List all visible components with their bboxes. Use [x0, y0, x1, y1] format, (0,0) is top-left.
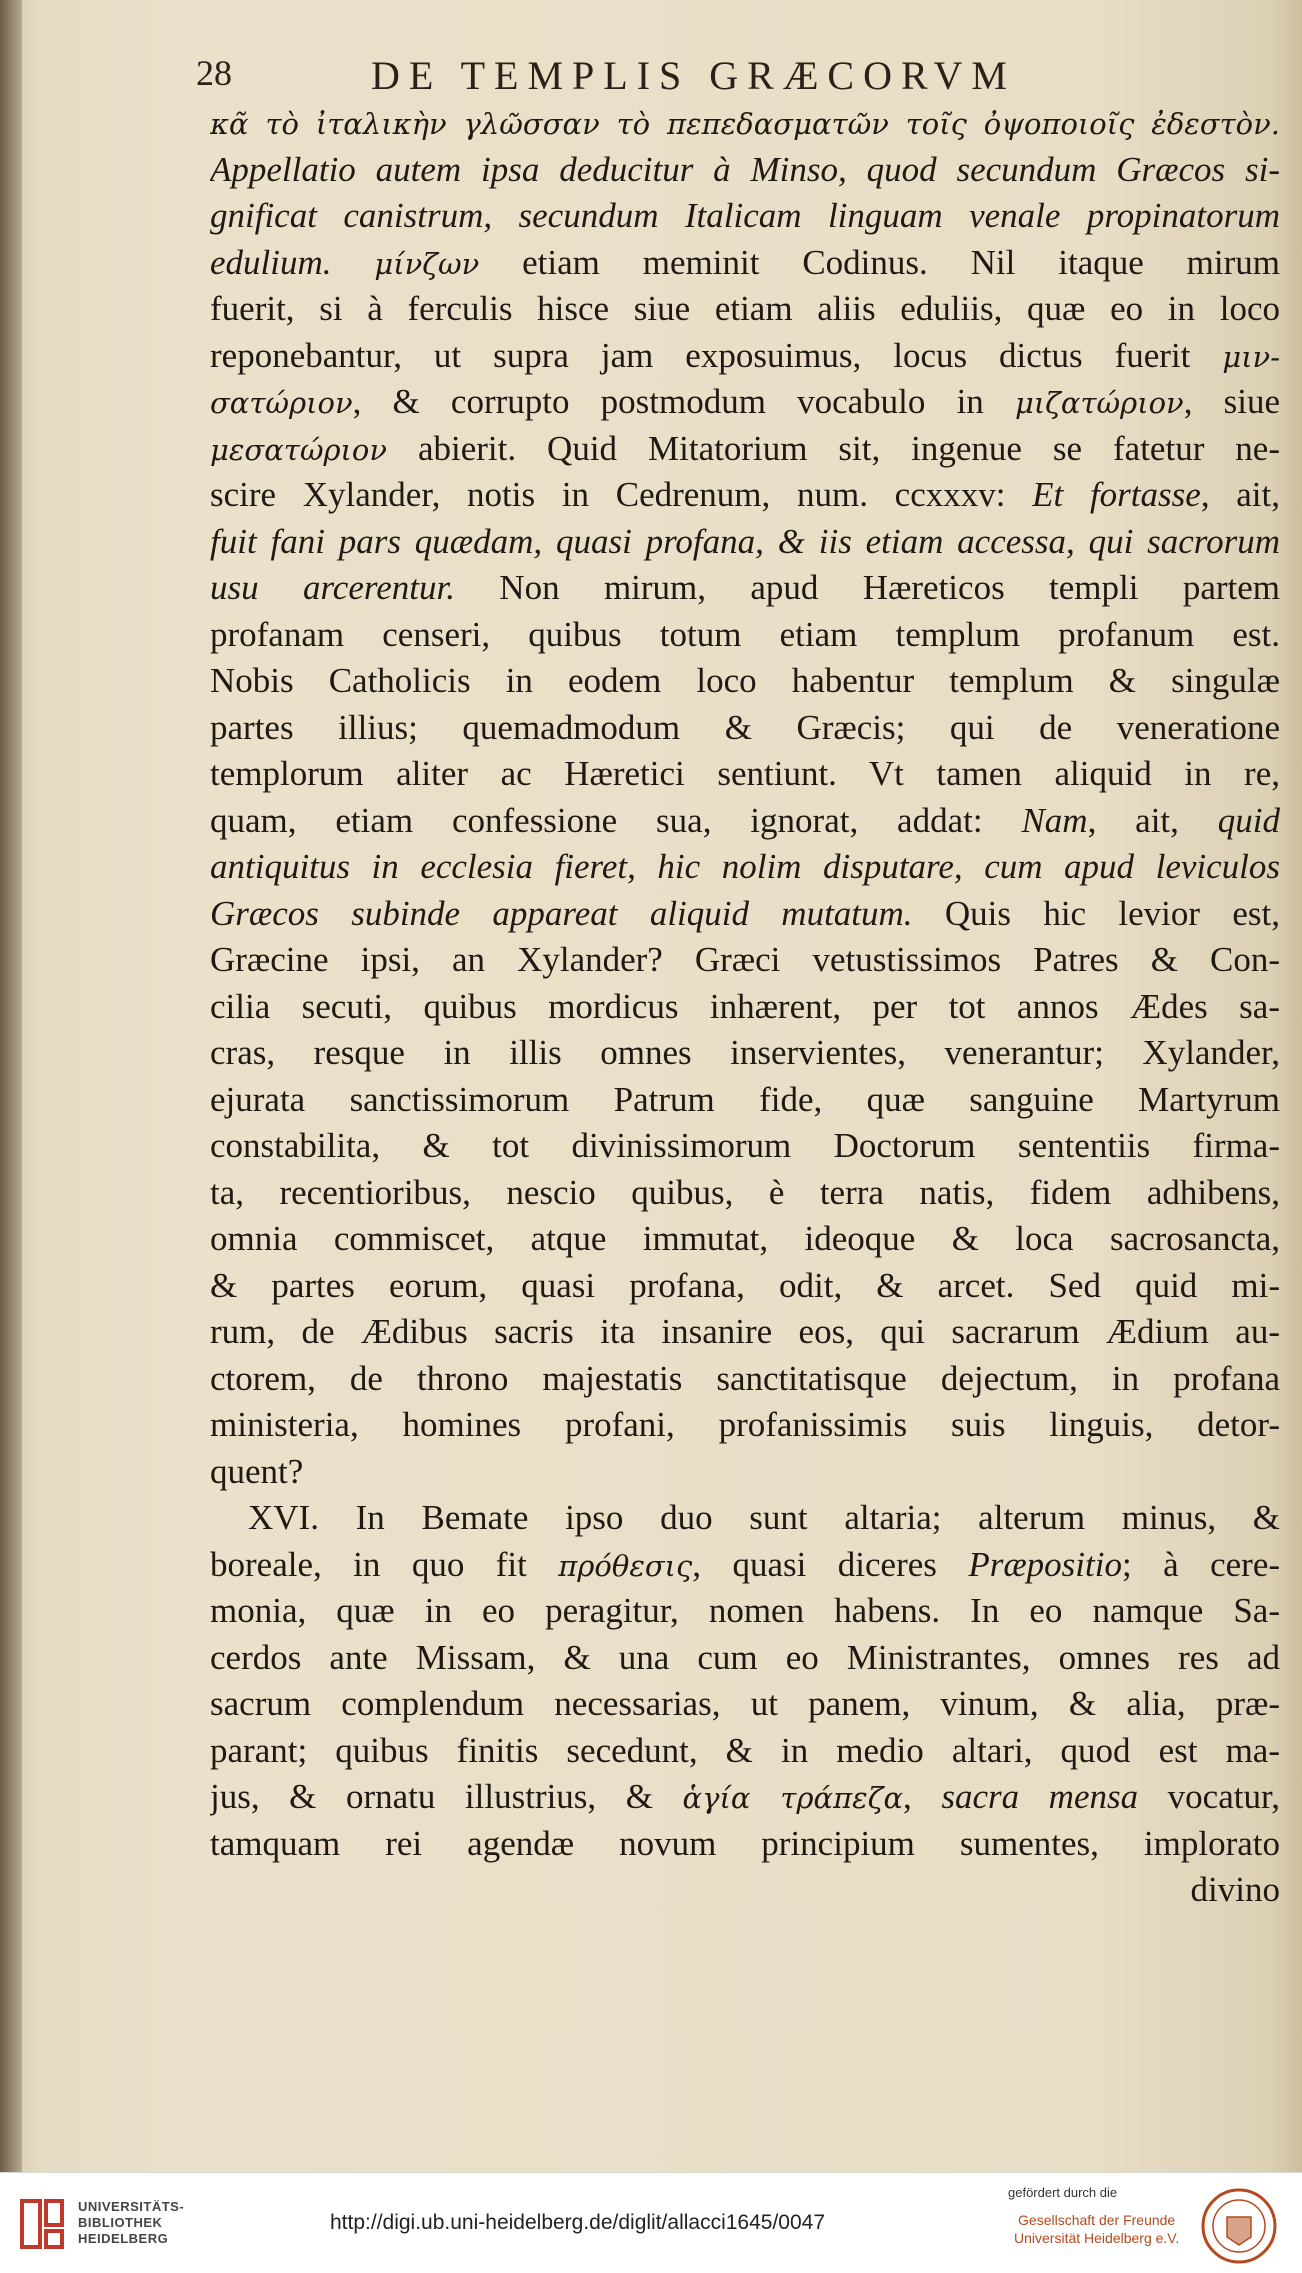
library-name-line1: UNIVERSITÄTS- [78, 2199, 185, 2214]
roman-text: , [903, 1777, 942, 1816]
page-header [196, 52, 1276, 104]
roman-text: constabilita, & tot divinissimorum Doctorum sententiis firma- [210, 1126, 1280, 1165]
roman-text: tamquam rei agendæ novum principium sumentes, implorato [210, 1823, 1280, 1863]
body-text [210, 100, 1280, 1914]
italic-text: antiquitus in ecclesia fieret, hic nolim disputare, cum apud leviculos [210, 847, 1280, 886]
italic-text: Et fortasse [1032, 475, 1201, 514]
text-line [210, 193, 1280, 240]
running-title: DE TEMPLIS GRÆCORVM [371, 53, 1016, 98]
roman-text: reponebantur, ut supra jam exposuimus, locus dictus fuerit [210, 335, 1223, 375]
roman-text: Græcine ipsi, an Xylander? Græci vetustissimos Patres & Con- [210, 940, 1280, 979]
funded-by-label: gefördert durch die [1008, 2185, 1118, 2200]
text-line [210, 379, 1280, 426]
roman-text: jus, & ornatu illustrius, & [210, 1777, 683, 1816]
italic-text: sacra mensa [941, 1777, 1139, 1816]
roman-text: , & corrupto postmodum vocabulo in [352, 382, 1015, 421]
text-line [210, 798, 1280, 845]
greek-text: πρόθεσις [558, 1548, 693, 1583]
roman-text: vocatur, [1138, 1777, 1280, 1816]
roman-text: , siue [1183, 382, 1280, 421]
greek-text: κᾶ τὸ ἰταλικὴν γλῶσσαν τὸ πεπεδασματῶν τοῖς ὀψοποιοῖς ἐδεστὸν. [210, 107, 1280, 141]
text-line [210, 1821, 1280, 1868]
roman-text: & partes eorum, quasi profana, odit, & arcet. Sed quid mi- [210, 1265, 1280, 1305]
text-line [210, 426, 1280, 473]
text-line [210, 1263, 1280, 1310]
text-line [210, 1542, 1280, 1589]
text-line [210, 1588, 1280, 1635]
text-line [210, 1728, 1280, 1775]
text-line [210, 751, 1280, 798]
text-line [210, 472, 1280, 519]
roman-text: sacrum complendum necessarias, ut panem, vinum, & alia, præ- [210, 1684, 1280, 1723]
text-line [210, 333, 1280, 380]
roman-text: fuerit, si à ferculis hisce siue etiam aliis eduliis, quæ eo in loco [210, 289, 1280, 328]
roman-text: monia, quæ in eo peragitur, nomen habens. In eo namque Sa- [210, 1591, 1280, 1630]
roman-text: ta, recentioribus, nescio quibus, è terra natis, fidem adhibens, [210, 1172, 1280, 1212]
roman-text: ; à cere- [1121, 1544, 1280, 1584]
roman-text: , quasi diceres [692, 1544, 969, 1584]
italic-text: Græcos subinde appareat aliquid mutatum. [210, 893, 913, 933]
roman-text: templorum aliter ac Hæretici sentiunt. Vt tamen aliquid in re, [210, 754, 1280, 793]
university-library-logo-icon [16, 2195, 68, 2253]
roman-text: divino [1190, 1870, 1280, 1909]
greek-text: ἁγία τράπεζα [682, 1781, 904, 1815]
viewer-footer [0, 2172, 1302, 2273]
roman-text: abierit. Quid Mitatorium sit, ingenue se fatetur ne- [387, 428, 1280, 468]
roman-text: ministeria, homines profani, profanissimis suis linguis, detor- [210, 1405, 1280, 1444]
greek-text: σατώριον [210, 386, 353, 420]
text-line [210, 519, 1280, 566]
roman-text: rum, de Ædibus sacris ita insanire eos, qui sacrarum Ædium au- [210, 1312, 1280, 1351]
roman-text: cras, resque in illis omnes inservientes, venerantur; Xylander, [210, 1033, 1280, 1072]
text-line [210, 1495, 1280, 1542]
text-line [210, 984, 1280, 1031]
text-line [210, 1077, 1280, 1124]
roman-text: cilia secuti, quibus mordicus inhærent, per tot annos Ædes sa- [210, 986, 1280, 1026]
roman-text: ctorem, de throno majestatis sanctitatisque dejectum, in profana [210, 1358, 1280, 1398]
text-line [210, 1867, 1280, 1914]
roman-text: quam, etiam confessione sua, ignorat, addat: [210, 800, 1022, 840]
roman-text: Non mirum, apud Hæreticos templi partem [454, 568, 1280, 607]
text-line [210, 937, 1280, 984]
roman-text: Nobis Catholicis in eodem loco habentur templum & singulæ [210, 661, 1280, 700]
text-line [210, 1774, 1280, 1821]
text-line [210, 565, 1280, 612]
greek-text: μεσατώριον [210, 432, 387, 467]
university-seal-icon [1200, 2187, 1278, 2265]
italic-text: usu arcerentur. [210, 568, 455, 607]
greek-text: μιζατώριον [1014, 386, 1184, 420]
greek-text: μιν- [1222, 339, 1280, 374]
roman-text: profanam censeri, quibus totum etiam templum profanum est. [210, 614, 1280, 654]
text-line [210, 1123, 1280, 1170]
roman-text: Quis hic levior est, [912, 893, 1280, 933]
page-number: 28 [196, 53, 232, 93]
text-line [210, 612, 1280, 659]
roman-text: , ait, [1087, 800, 1218, 840]
roman-text: omnia commiscet, atque immutat, ideoque & loca sacrosancta, [210, 1219, 1280, 1258]
roman-text: quent? [210, 1451, 304, 1491]
greek-text: μίνζων [374, 246, 480, 281]
text-line [210, 1216, 1280, 1263]
library-name [78, 2199, 184, 2247]
italic-text: gnificat canistrum, secundum Italicam linguam venale propinatorum [210, 196, 1280, 235]
text-line [210, 1681, 1280, 1728]
italic-text: quid [1217, 800, 1280, 840]
text-line [210, 286, 1280, 333]
text-line [210, 1635, 1280, 1682]
text-line [210, 1402, 1280, 1449]
italic-text: Nam [1021, 800, 1088, 840]
permalink-url[interactable]: http://digi.ub.uni-heidelberg.de/diglit/allacci1645/0047 [330, 2211, 826, 2234]
text-line [210, 705, 1280, 752]
roman-text: XVI. In Bemate ipso duo sunt altaria; alterum minus, & [248, 1498, 1280, 1537]
roman-text: partes illius; quemadmodum & Græcis; qui de veneratione [210, 707, 1280, 747]
italic-text: Appellatio autem ipsa deducitur à Minso, quod secundum Græcos si- [210, 149, 1280, 189]
roman-text: ejurata sanctissimorum Patrum fide, quæ sanguine Martyrum [210, 1079, 1280, 1119]
roman-text: cerdos ante Missam, & una cum eo Ministrantes, omnes res ad [210, 1637, 1280, 1677]
roman-text: , ait, [1200, 475, 1280, 514]
italic-text: fuit fani pars quædam, quasi profana, & iis etiam accessa, qui sacrorum [210, 521, 1280, 561]
italic-text: edulium. [210, 242, 375, 282]
roman-text: boreale, in quo fit [210, 1544, 559, 1584]
roman-text: etiam meminit Codinus. Nil itaque mirum [479, 242, 1280, 282]
book-gutter [0, 0, 22, 2172]
text-line [210, 1356, 1280, 1403]
text-line [210, 1170, 1280, 1217]
society-name-line2: Universität Heidelberg e.V. [1014, 2230, 1180, 2246]
text-line [210, 891, 1280, 938]
text-line [210, 1030, 1280, 1077]
text-line [210, 1309, 1280, 1356]
text-line [210, 1449, 1280, 1496]
library-name-line3: HEIDELBERG [78, 2231, 169, 2246]
italic-text: Præpositio [968, 1544, 1122, 1584]
society-name[interactable] [1014, 2211, 1179, 2247]
text-line [210, 100, 1280, 147]
society-name-line1: Gesellschaft der Freunde [1018, 2212, 1176, 2228]
text-line [210, 240, 1280, 287]
text-line [210, 844, 1280, 891]
text-line [210, 147, 1280, 194]
library-name-line2: BIBLIOTHEK [78, 2215, 163, 2230]
roman-text: parant; quibus finitis secedunt, & in medio altari, quod est ma- [210, 1730, 1280, 1770]
roman-text: scire Xylander, notis in Cedrenum, num. ccxxxv: [210, 475, 1033, 514]
text-line [210, 658, 1280, 705]
